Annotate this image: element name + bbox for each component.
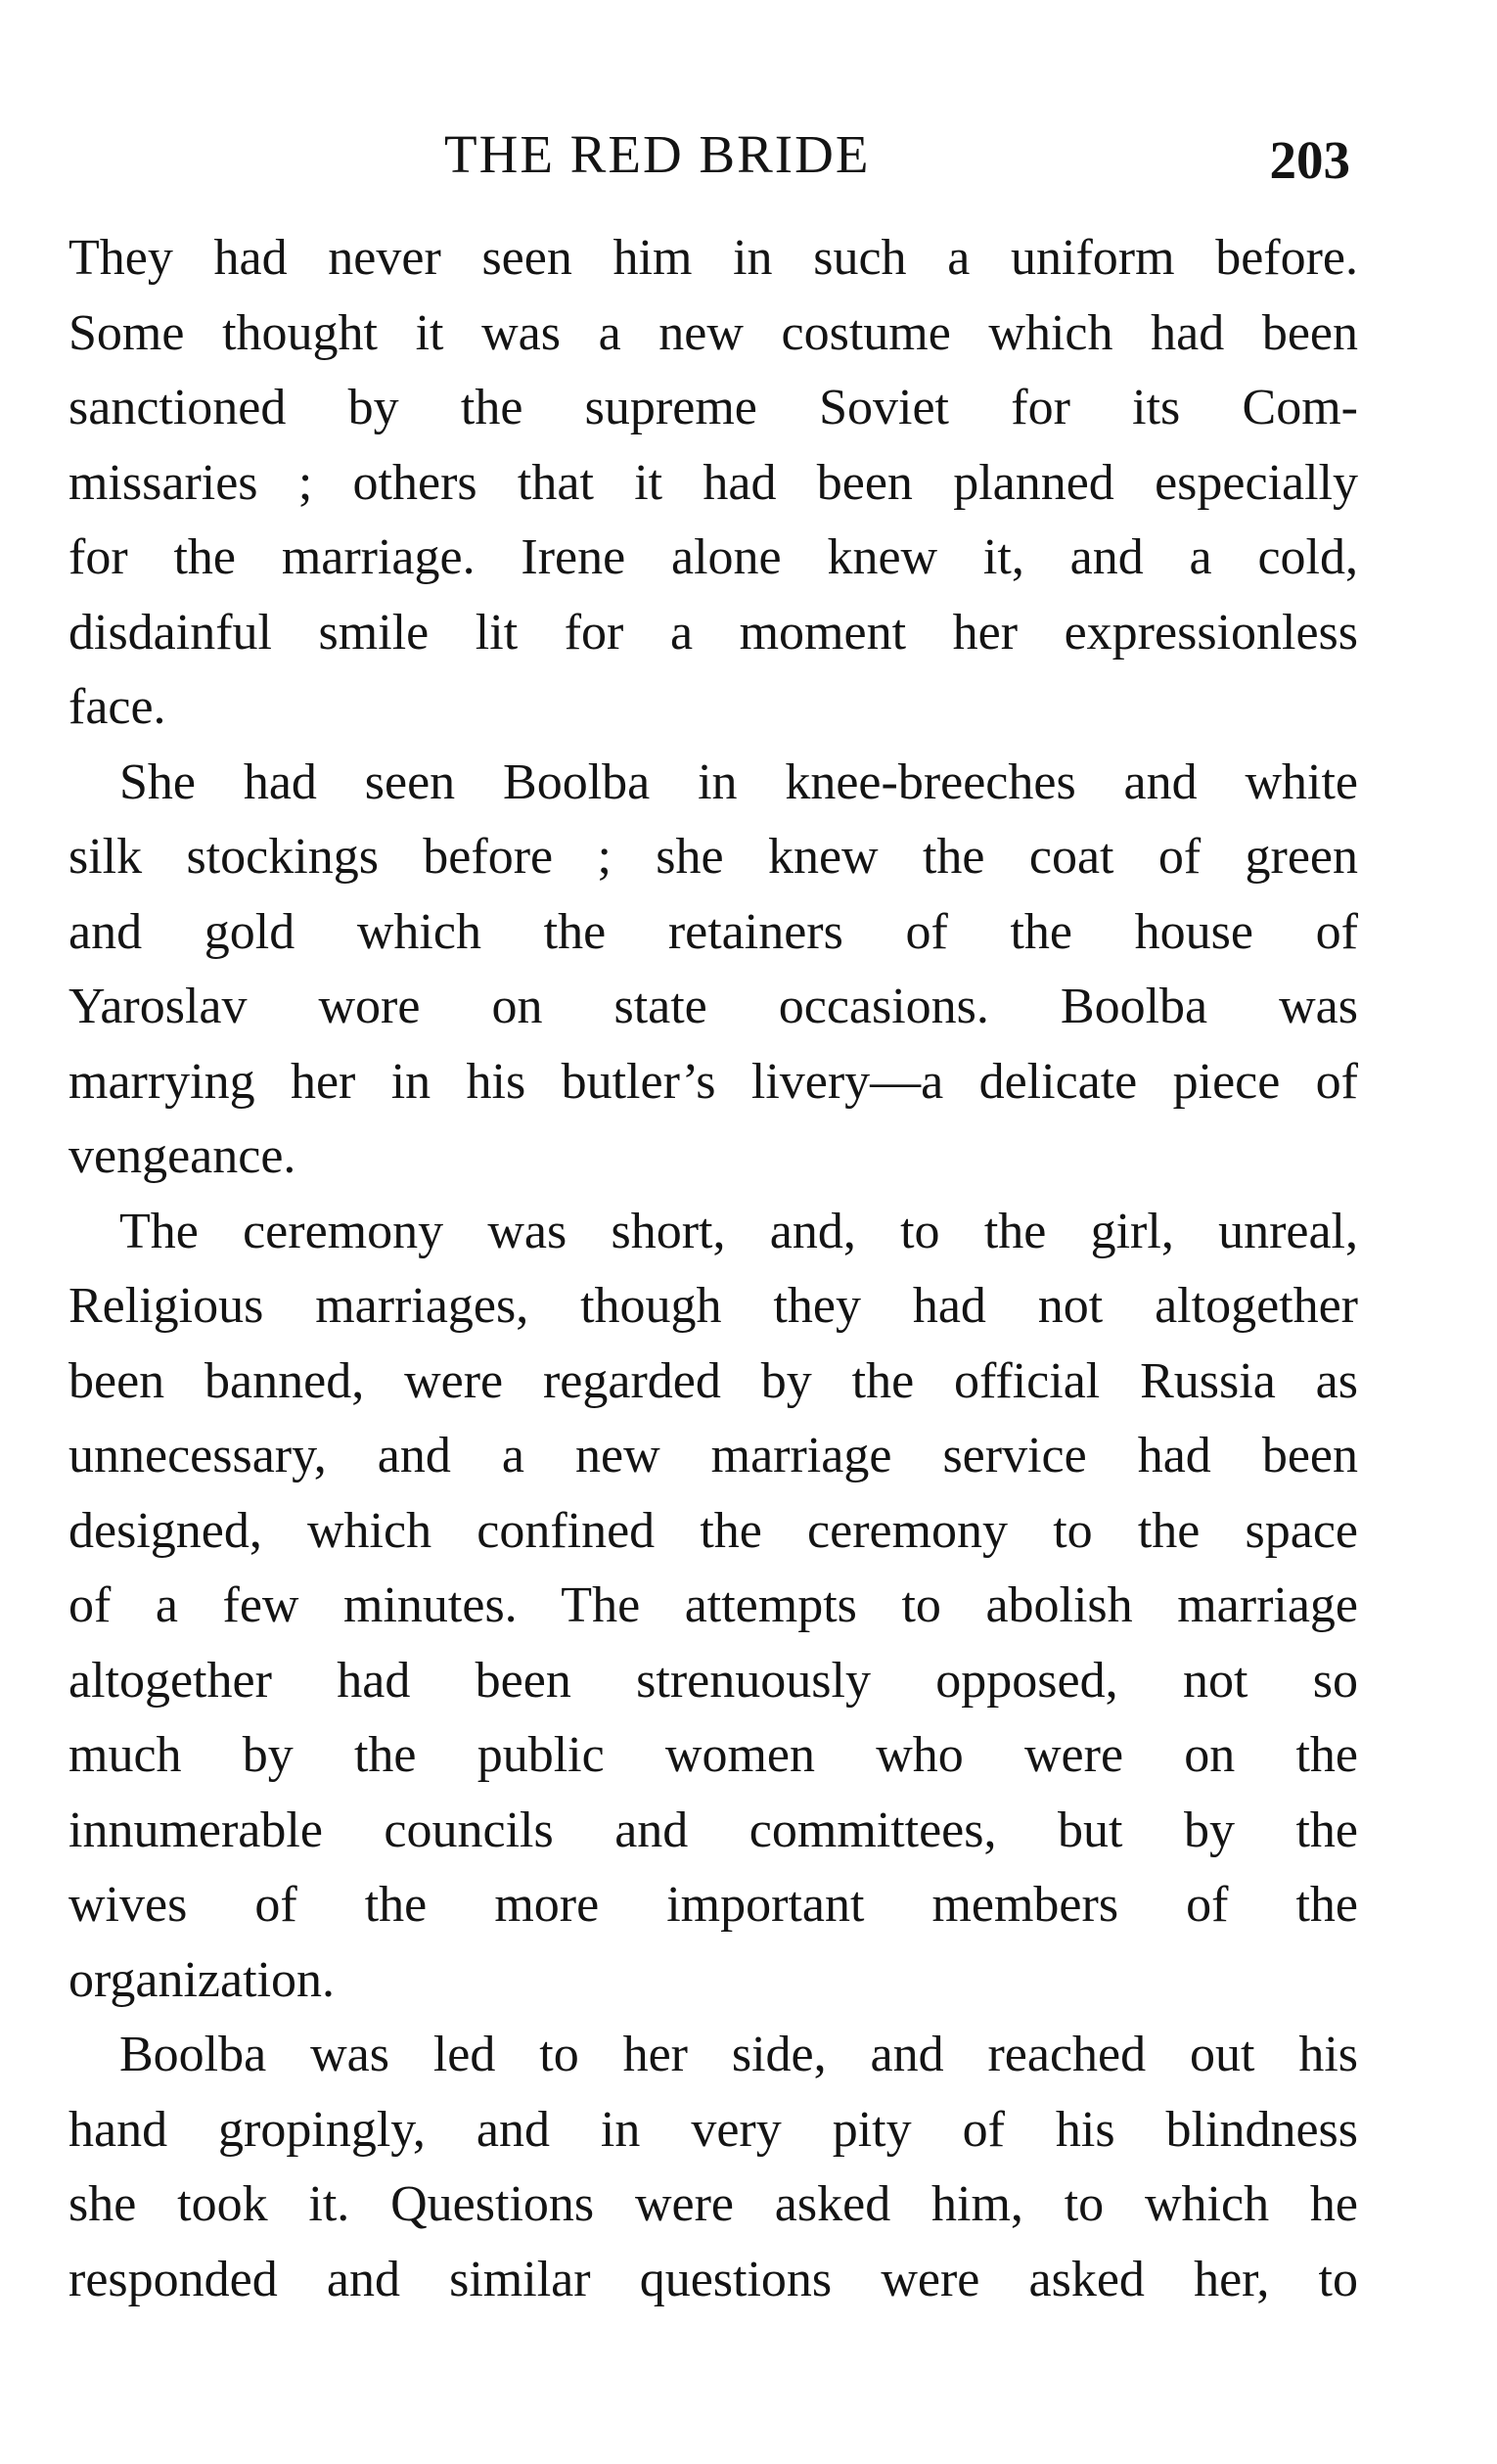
text-line: face. [68, 679, 166, 735]
text-line: hand gropingly, and in very pity of his blindness [68, 2101, 1358, 2158]
text-line: unnecessary, and a new marriage service had been [68, 1428, 1358, 1483]
paragraph-3 [68, 1195, 1358, 2019]
text-line: designed, which confined the ceremony to the space [68, 1502, 1358, 1559]
text-line: marrying her in his butler’s livery—a delicate piece of [68, 1053, 1358, 1110]
text-line: vengeance. [68, 1128, 296, 1184]
text-line: Religious marriages, though they had not altogether [68, 1278, 1358, 1334]
text-line: disdainful smile lit for a moment her expressionless [68, 604, 1358, 661]
text-line: organization. [68, 1951, 335, 2008]
text-line: been banned, were regarded by the official Russia as [68, 1352, 1358, 1409]
text-line: missaries ; others that it had been planned especially [68, 454, 1358, 511]
text-line: responded and similar questions were asked her, to [68, 2251, 1358, 2307]
text-line: she took it. Questions were asked him, to which he [68, 2176, 1358, 2232]
text-line: The ceremony was short, and, to the girl, unreal, [119, 1203, 1358, 1259]
paragraph-1 [68, 221, 1358, 746]
text-line: They had never seen him in such a uniform before. [68, 230, 1358, 286]
text-line: She had seen Boolba in knee-breeches and white [119, 753, 1358, 810]
paragraph-2 [68, 746, 1358, 1195]
text-line: sanctioned by the supreme Soviet for its Com- [68, 380, 1358, 435]
text-line: much by the public women who were on the [68, 1727, 1358, 1783]
text-line: wives of the more important members of the [68, 1877, 1358, 1933]
text-line: for the marriage. Irene alone knew it, and a cold, [68, 529, 1358, 585]
text-line: and gold which the retainers of the house of [68, 903, 1358, 960]
text-line: Boolba was led to her side, and reached out his [119, 2027, 1358, 2082]
text-line: altogether had been strenuously opposed, not so [68, 1652, 1358, 1709]
running-title: THE RED BRIDE [444, 124, 871, 184]
text-line: of a few minutes. The attempts to abolish marriage [68, 1577, 1358, 1633]
text-line: Some thought it was a new costume which had been [68, 304, 1358, 361]
page-number: 203 [1269, 130, 1350, 190]
paragraph-4 [68, 2018, 1358, 2317]
text-line: innumerable councils and committees, but by the [68, 1802, 1358, 1858]
body-text [68, 221, 1358, 2317]
running-header [68, 115, 1360, 194]
text-line: Yaroslav wore on state occasions. Boolba was [68, 979, 1358, 1034]
text-line: silk stockings before ; she knew the coat of green [68, 829, 1358, 885]
